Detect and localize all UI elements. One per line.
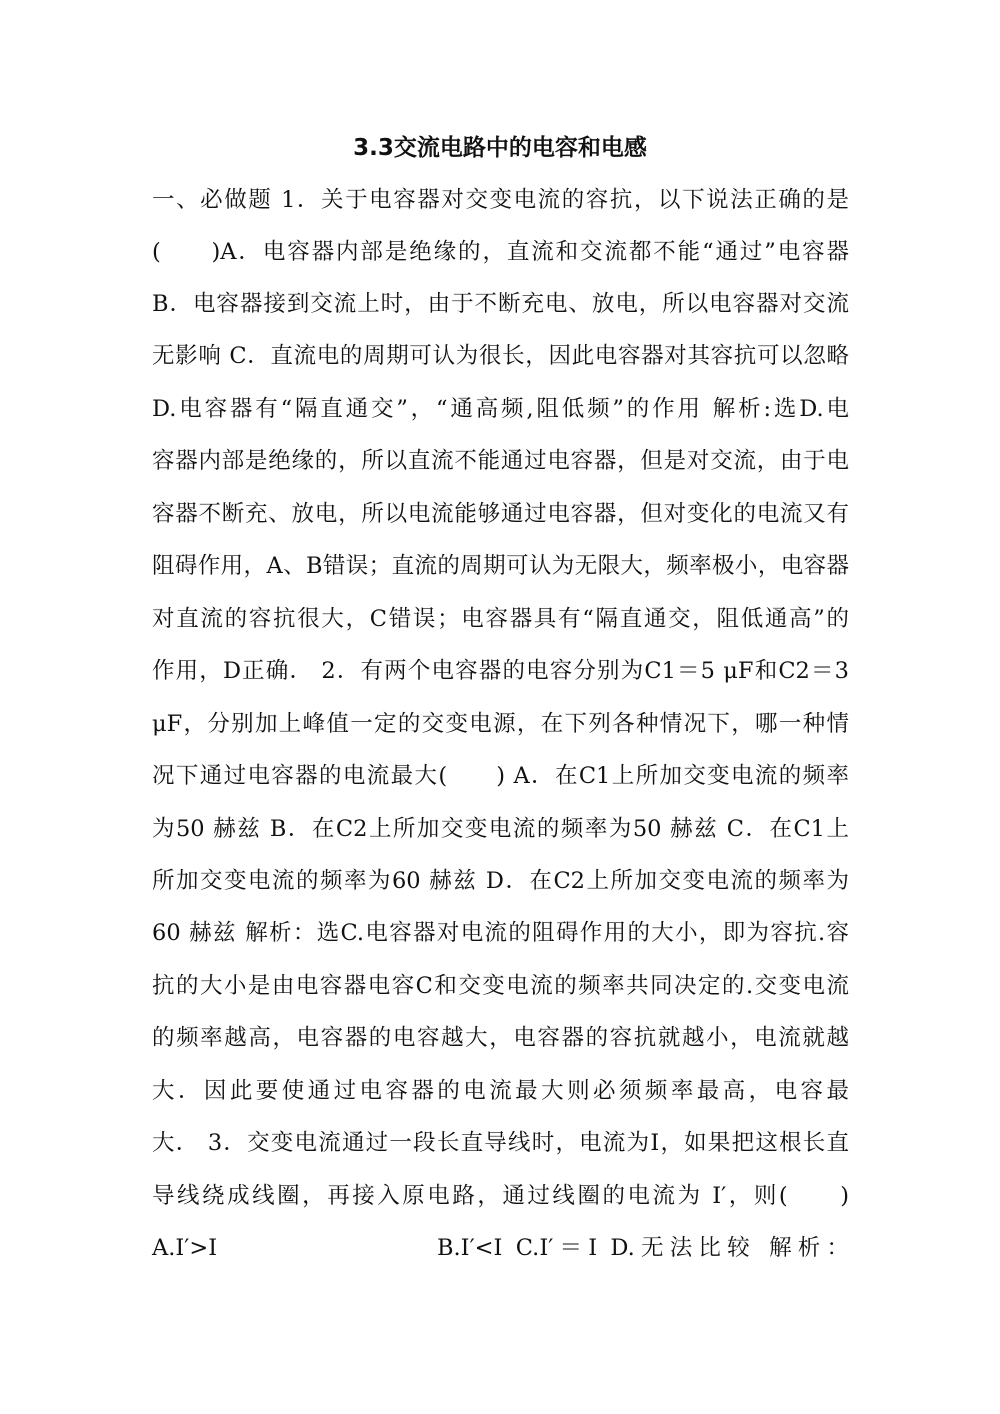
text-line: 的频率越高，电容器的电容越大，电容器的容抗就越小，电流就越 bbox=[152, 1025, 849, 1051]
text-line: 容器内部是绝缘的，所以直流不能通过电容器，但是对交流，由于电 bbox=[152, 448, 849, 474]
text-line: 大． 3．交变电流通过一段长直导线时，电流为I，如果把这根长直 bbox=[152, 1130, 849, 1156]
text-line: 为50 赫兹 B．在C2上所加交变电流的频率为50 赫兹 C．在C1上 bbox=[152, 816, 849, 842]
text-line: 容器不断充、放电，所以电流能够通过电容器，但对变化的电流又有 bbox=[152, 501, 849, 527]
document-title: 3.3交流电路中的电容和电感 bbox=[353, 135, 647, 161]
text-line: μF，分别加上峰值一定的交变电源，在下列各种情况下，哪一种情 bbox=[152, 711, 849, 737]
text-line: B．电容器接到交流上时，由于不断充电、放电，所以电容器对交流 bbox=[152, 291, 849, 317]
text-line: ( )A．电容器内部是绝缘的，直流和交流都不能“通过”电容器 bbox=[152, 239, 849, 265]
text-line: 导线绕成线圈，再接入原电路，通过线圈的电流为 I′，则( ) bbox=[152, 1183, 849, 1209]
text-line: 况下通过电容器的电流最大( ) A．在C1上所加交变电流的频率 bbox=[152, 763, 849, 789]
text-line: 对直流的容抗很大，C错误；电容器具有“隔直通交，阻低通高”的 bbox=[152, 606, 849, 632]
text-line-option-a: A.I′>I bbox=[152, 1235, 218, 1261]
text-line: 抗的大小是由电容器电容C和交变电流的频率共同决定的.交变电流 bbox=[152, 973, 849, 999]
text-line: 大．因此要使通过电容器的电流最大则必须频率最高，电容最 bbox=[152, 1078, 849, 1104]
text-line: 阻碍作用，A、B错误；直流的周期可认为无限大，频率极小，电容器 bbox=[152, 553, 849, 579]
text-line: 所加交变电流的频率为60 赫兹 D．在C2上所加交变电流的频率为 bbox=[152, 868, 849, 894]
text-line: 无影响 C．直流电的周期可认为很长，因此电容器对其容抗可以忽略 bbox=[152, 343, 849, 369]
text-line: D.电容器有“隔直通交”，“通高频,阻低频”的作用 解析:选D.电 bbox=[152, 396, 849, 422]
text-line: 60 赫兹 解析：选C.电容器对电流的阻碍作用的大小，即为容抗.容 bbox=[152, 920, 849, 946]
text-line: 一、必做题 1．关于电容器对交变电流的容抗，以下说法正确的是 bbox=[152, 187, 849, 213]
text-line-options-bcd: B.I′<I C.I′＝I D.无法比较 解析： bbox=[437, 1235, 849, 1261]
text-line: 作用，D正确． 2．有两个电容器的电容分别为C1＝5 μF和C2＝3 bbox=[152, 658, 849, 684]
